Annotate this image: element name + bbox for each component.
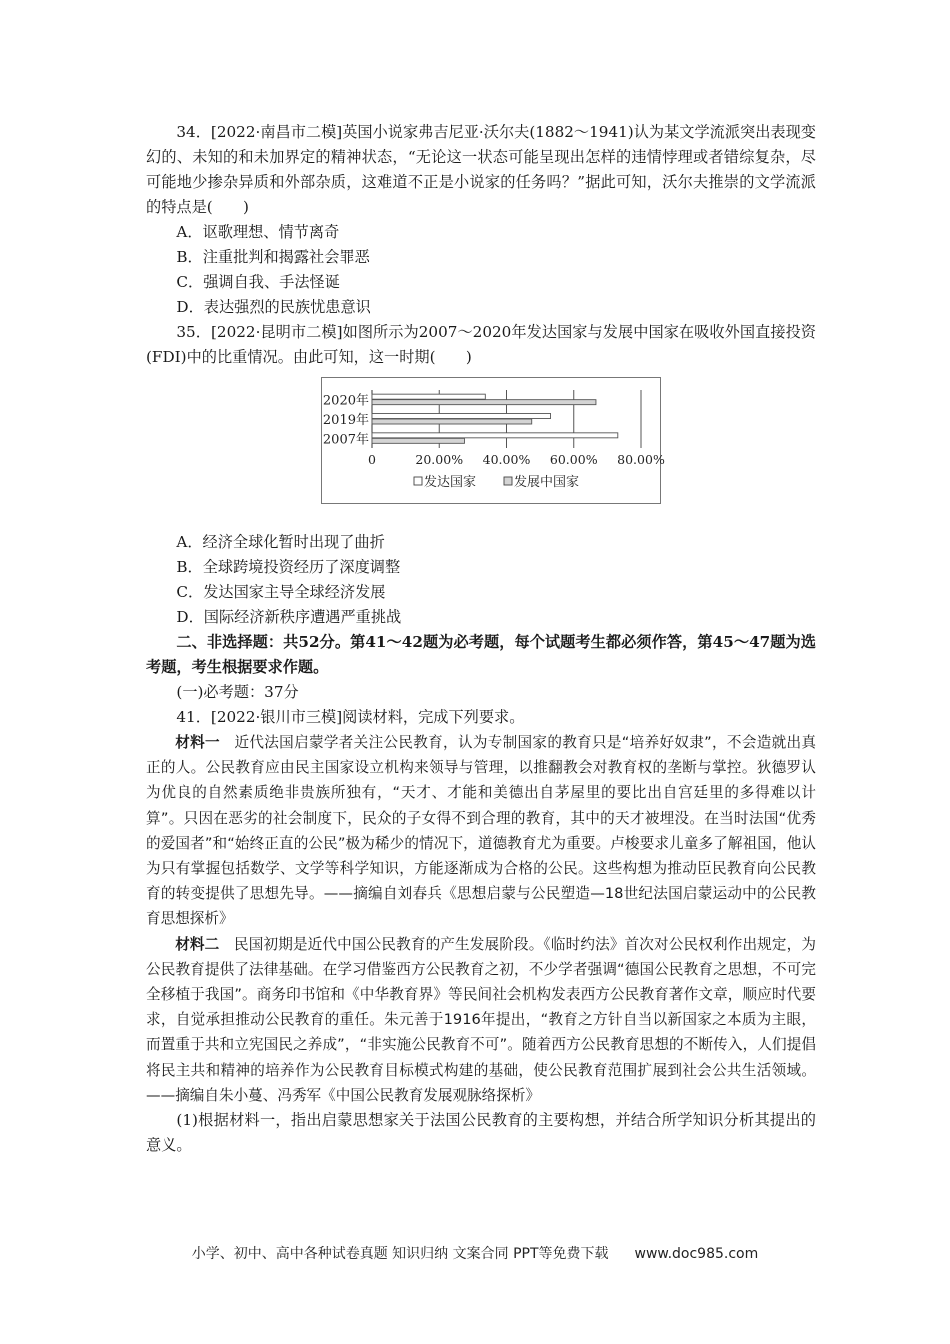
q41-stem: 41．[2022·银川市三模]阅读材料，完成下列要求。 (176, 708, 525, 726)
x-tick-label: 80.00% (617, 452, 665, 467)
q34-stem: 34．[2022·南昌市二模]英国小说家弗吉尼亚·沃尔夫(1882～1941)认为某文学流派突出表现变幻的、未知的和未加界定的精神状态，“无论这一状态可能呈现出怎样的违情悖理或者错综复杂，尽可能地少掺杂异质和外部杂质，这难道不正是小说家的任务吗？”据此可知，沃尔夫推崇的文学流派的特点是( ) (146, 123, 816, 216)
fdi-chart (146, 372, 816, 522)
chart-frame (321, 377, 665, 504)
q35-option-d: D．国际经济新秩序遭遇严重挑战 (176, 608, 402, 626)
q34-option-a: A．讴歌理想、情节离奇 (176, 223, 340, 241)
legend-label: 发达国家 (424, 475, 477, 490)
q35-option-c: C．发达国家主导全球经济发展 (176, 583, 386, 601)
material-1-label: 材料一 (175, 734, 220, 751)
material-2-text: 民国初期是近代中国公民教育的产生发展阶段。《临时约法》首次对公民权利作出规定，为公民教育提供了法律基础。在学习借鉴西方公民教育之初，不少学者强调“德国公民教育之思想，不可完全移植于我国”。商务印书馆和《中华教育界》等民间社会机构发表西方公民教育著作文章，顺应时代要求，自觉承担推动公民教育的重任。朱元善于1916年提出，“教育之方针自当以新国家之本质为主眼，而置重于共和立宪国民之养成”，“非实施公民教育不可”。随着西方公民教育思想的不断传入，人们提倡将民主共和精神的培养作为公民教育目标模式构建的基础，使公民教育范围扩展到社会公共生活领域。——摘编自朱小蔓、冯秀军《中国公民教育发展观脉络探析》 (146, 935, 816, 1104)
category-label: 2007年 (322, 432, 369, 448)
x-tick-label: 0 (368, 452, 376, 467)
q35-option-a: A．经济全球化暂时出现了曲折 (176, 533, 385, 551)
fdi-bar-chart (322, 378, 665, 502)
material-1-text: 近代法国启蒙学者关注公民教育，认为专制国家的教育只是“培养好奴隶”，不会造就出真正的人。公民教育应由民主国家设立机构来领导与管理，以推翻教会对教育权的垄断与掌控。狄德罗认为优良的自然素质绝非贵族所独有，“天才、才能和美德出自茅屋里的要比出自宫廷里的多得难以计算”。只因在恶劣的社会制度下，民众的子女得不到合理的教育，其中的天才被埋没。在当时法国“优秀的爱国者”和“始终正直的公民”极为稀少的情况下，道德教育尤为重要。卢梭要求儿童多了解祖国，他认为只有掌握包括数学、文学等科学知识，方能逐渐成为合格的公民。这些构想为推动臣民教育向公民教育的转变提供了思想先导。——摘编自刘春兵《思想启蒙与公民塑造—18世纪法国启蒙运动中的公民教育思想探析》 (146, 734, 816, 928)
bar-developed (372, 433, 618, 438)
legend-swatch (504, 477, 512, 485)
q35-stem: 35．[2022·昆明市二模]如图所示为2007～2020年发达国家与发展中国家在吸收外国直接投资(FDI)中的比重情况。由此可知，这一时期( ) (146, 323, 816, 366)
footer-url[interactable]: www.doc985.com (634, 1246, 759, 1262)
bar-developing (372, 438, 464, 443)
category-label: 2019年 (322, 413, 369, 428)
material-1 (146, 730, 816, 932)
q35-option-b: B．全球跨境投资经历了深度调整 (176, 558, 401, 576)
q34-option-c: C．强调自我、手法怪诞 (176, 273, 340, 291)
material-2-label: 材料二 (175, 935, 220, 953)
q34-option-b: B．注重批判和揭露社会罪恶 (176, 248, 370, 266)
x-tick-label: 40.00% (482, 452, 531, 467)
bar-developed (372, 414, 551, 419)
legend-label: 发展中国家 (514, 475, 580, 490)
bar-developing (372, 400, 596, 405)
exam-page (146, 120, 816, 1158)
bar-developed (372, 394, 485, 399)
legend-swatch (414, 477, 422, 485)
q41-question-1: (1)根据材料一，指出启蒙思想家关于法国公民教育的主要构想，并结合所学知识分析其提出的意义。 (146, 1111, 816, 1155)
footer-text: 小学、初中、高中各种试卷真题 知识归纳 文案合同 PPT等免费下载 (191, 1246, 609, 1262)
footer (0, 1243, 950, 1263)
bar-developing (372, 419, 532, 424)
category-label: 2020年 (322, 393, 369, 409)
x-tick-label: 60.00% (549, 452, 598, 467)
section-2-subheader: (一)必考题：37分 (176, 683, 299, 701)
section-2-header: 二、非选择题：共52分。第41～42题为必考题，每个试题考生都必须作答，第45～47题为选考题，考生根据要求作题。 (146, 633, 816, 676)
x-tick-label: 20.00% (415, 452, 464, 467)
q34-option-d: D．表达强烈的民族忧患意识 (176, 298, 371, 316)
material-2 (146, 932, 816, 1108)
